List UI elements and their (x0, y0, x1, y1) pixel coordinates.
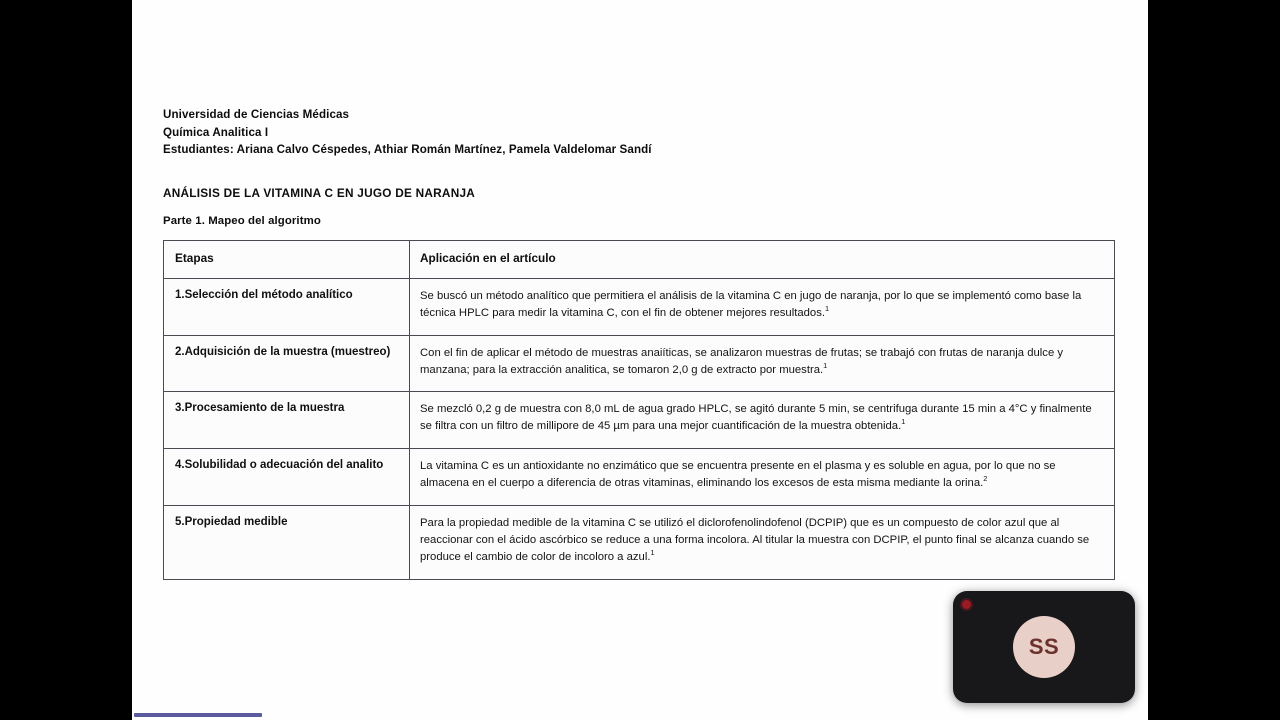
cell-aplicacion-2 (410, 335, 1115, 392)
footnote-ref-2: 1 (823, 360, 828, 370)
footnote-ref-4: 2 (983, 474, 988, 484)
cell-etapa-2: 2.Adquisición de la muestra (muestreo) (164, 335, 410, 392)
table-row (164, 335, 1115, 392)
algorithm-mapping-table (163, 240, 1115, 580)
cell-etapa-3: 3.Procesamiento de la muestra (164, 392, 410, 449)
footnote-ref-5: 1 (650, 548, 655, 558)
cell-aplicacion-3 (410, 392, 1115, 449)
table-row (164, 392, 1115, 449)
table-row (164, 278, 1115, 335)
table-row (164, 506, 1115, 580)
document-header (163, 106, 1063, 159)
cell-aplicacion-3-text: Se mezcló 0,2 g de muestra con 8,0 mL de agua grado HPLC, se agitó durante 5 min, se centrifuga durante 15 min a 4°C y finalmente se filtra con un filtro de millipore de 45 µm para una mejor cuantificación de la muestra obtenida. (420, 403, 1092, 433)
table-row (164, 449, 1115, 506)
table-header-row (164, 241, 1115, 279)
cell-aplicacion-5-text: Para la propiedad medible de la vitamina C se utilizó el diclorofenolindofenol (DCPIP) que es un compuesto de color azul que al reaccionar con el ácido ascórbico se reduce a una forma incolora. Al titular la muestra con DCPIP, el punto final se alcanza cuando se produce el cambio de color de incoloro a azul. (420, 517, 1090, 564)
bottom-toolbar-accent-bar (134, 713, 262, 717)
cell-aplicacion-2-text: Con el fin de aplicar el método de muestras anaiíticas, se analizaron muestras de frutas; se trabajó con frutas de naranja dulce y manzana; para la extracción analitica, se tomaron 2,0 g de extracto por muestra. (420, 346, 1064, 376)
page-title: ANÁLISIS DE LA VITAMINA C EN JUGO DE NARANJA (163, 186, 476, 200)
column-header-etapas: Etapas (164, 241, 410, 279)
footnote-ref-1: 1 (825, 303, 830, 313)
bottom-toolbar-partial[interactable] (134, 710, 262, 720)
letterbox-bar-right (1148, 0, 1280, 720)
cell-aplicacion-5 (410, 506, 1115, 580)
header-line-students: Estudiantes: Ariana Calvo Céspedes, Athiar Román Martínez, Pamela Valdelomar Sandí (163, 143, 652, 157)
cell-etapa-5: 5.Propiedad medible (164, 506, 410, 580)
footnote-ref-3: 1 (901, 417, 906, 427)
header-line-course: Química Analitica I (163, 125, 269, 139)
cell-aplicacion-1 (410, 278, 1115, 335)
page-subtitle: Parte 1. Mapeo del algoritmo (163, 215, 321, 227)
cell-aplicacion-4-text: La vitamina C es un antioxidante no enzimático que se encuentra presente en el plasma y es soluble en agua, por lo que no se almacena en el cuerpo a diferencia de otras vitaminas, eliminando los excesos de esta misma mediante la orina. (420, 460, 1056, 490)
avatar-initials: SS (1028, 634, 1060, 659)
header-line-university: Universidad de Ciencias Médicas (163, 108, 350, 121)
column-header-aplicacion: Aplicación en el artículo (410, 241, 1115, 279)
recording-indicator-icon (962, 600, 971, 609)
webcam-overlay-bubble[interactable] (953, 591, 1135, 703)
letterbox-bar-left (0, 0, 132, 720)
cell-aplicacion-1-text: Se buscó un método analítico que permitiera el análisis de la vitamina C en jugo de naranja, por lo que se implementó como base la técnica HPLC para medir la vitamina C, con el fin de obtener mejores resultados. (420, 289, 1082, 319)
avatar (1013, 616, 1075, 678)
cell-etapa-1: 1.Selección del método analítico (164, 278, 410, 335)
cell-etapa-4: 4.Solubilidad o adecuación del analito (164, 449, 410, 506)
cell-aplicacion-4 (410, 449, 1115, 506)
